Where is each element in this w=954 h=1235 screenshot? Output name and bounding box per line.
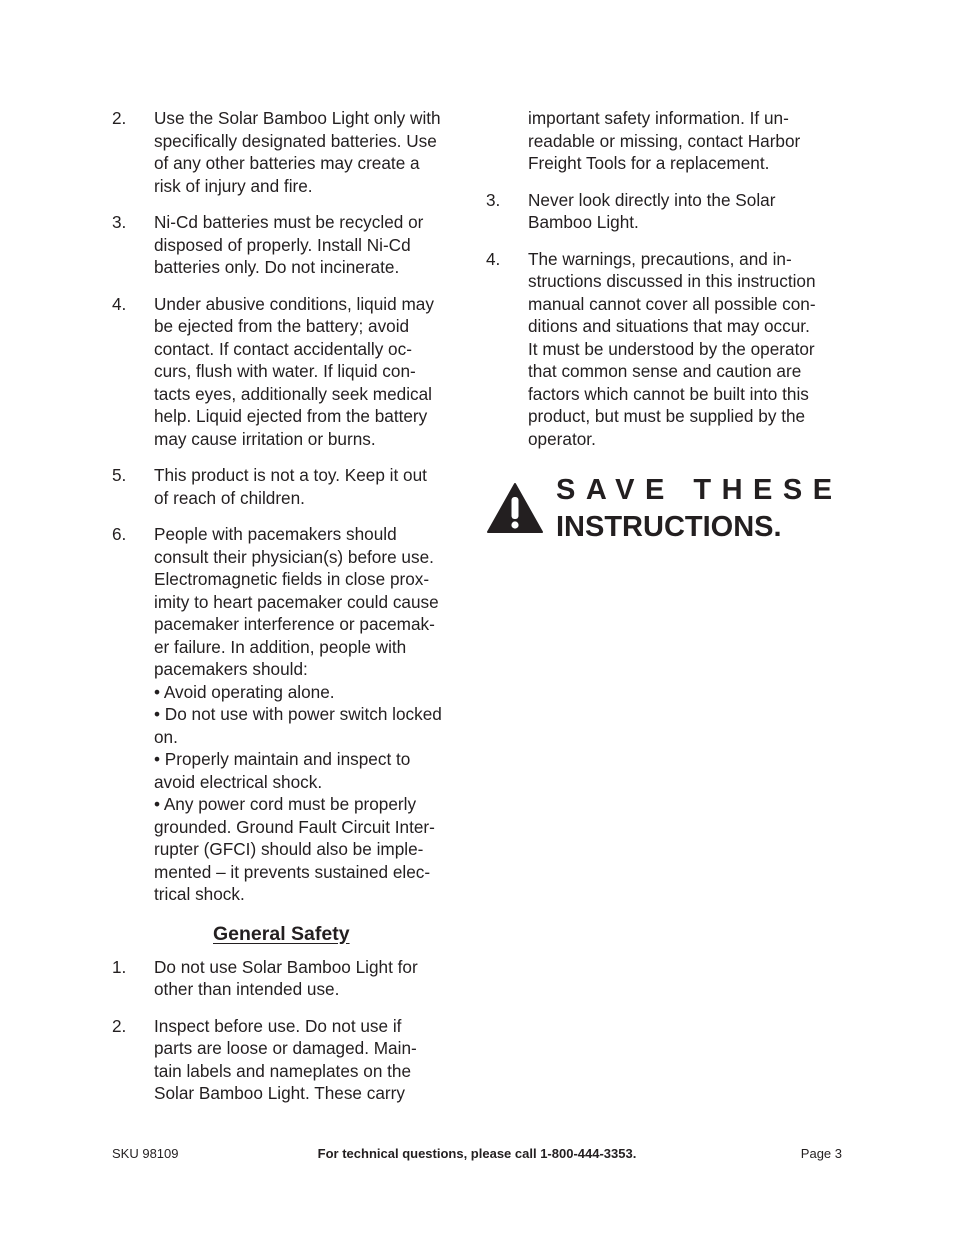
item-number: 2. bbox=[112, 1015, 127, 1036]
save-heading-line2: INSTRUCTIONS. bbox=[556, 511, 782, 543]
footer-page-number: Page 3 bbox=[800, 1146, 842, 1161]
left-column bbox=[112, 107, 472, 1119]
list-item bbox=[112, 107, 472, 197]
list-item bbox=[112, 293, 472, 451]
item-number: 3. bbox=[112, 212, 127, 232]
footer-support-note: For technical questions, please call 1-800-444-3353. bbox=[317, 1146, 637, 1161]
item-text: Under abusive conditions, liquid may be ejected from the battery; avoid contact. If contact accidentally oc- curs, flush with water. If liquid con- tacts eyes, additionally seek medical help. Liquid ejected from the battery may cause irritation or burns. bbox=[154, 293, 434, 449]
warning-triangle-icon bbox=[486, 482, 544, 534]
list-item bbox=[486, 189, 848, 234]
item-text: Ni-Cd batteries must be recycled or disposed of properly. Install Ni-Cd batteries only. Do not incinerate. bbox=[154, 212, 424, 277]
item-number: 4. bbox=[486, 248, 501, 269]
item-number: 1. bbox=[112, 956, 127, 977]
item-text: Never look directly into the Solar Bamboo Light. bbox=[528, 189, 776, 232]
save-instructions-heading bbox=[556, 472, 843, 546]
save-heading-line1: SAVE THESE bbox=[556, 474, 843, 506]
list-item bbox=[112, 464, 472, 509]
item-number: 6. bbox=[112, 524, 127, 544]
save-instructions-block bbox=[486, 472, 848, 552]
item-number: 5. bbox=[112, 465, 127, 485]
item-text: Inspect before use. Do not use if parts are loose or damaged. Main- tain labels and nameplates on the Solar Bamboo Light. These carry bbox=[154, 1015, 417, 1103]
list-item bbox=[112, 956, 472, 1001]
list-item bbox=[486, 248, 848, 451]
item-text: People with pacemakers should consult their physician(s) before use. Electromagnetic fields in close prox- imity to heart pacemaker could cause pacemaker interference or pacemak- er failure. In addition, people with pacemakers should: • Avoid operating alone. • Do not use with power switch locked on. • Properly maintain and inspect to avoid electrical shock. • Any power cord must be properly grounded. Ground Fault Circuit Inter- rupter (GFCI) should also be imple- mented – it prevents sustained elec- trical shock. bbox=[154, 524, 442, 904]
item-number: 3. bbox=[486, 189, 501, 210]
page-footer bbox=[112, 1145, 842, 1165]
right-column bbox=[486, 107, 848, 552]
item-text: Do not use Solar Bamboo Light for other than intended use. bbox=[154, 956, 418, 999]
item-number: 2. bbox=[112, 108, 127, 128]
item-text: The warnings, precautions, and in- structions discussed in this instruction manual cannot cover all possible con- ditions and situations that may occur. It must be understood by the operator that common sense and caution are factors which cannot be built into this product, but must be supplied by the operator. bbox=[528, 248, 816, 449]
item-number: 4. bbox=[112, 293, 127, 314]
list-item bbox=[112, 1015, 472, 1105]
list-item bbox=[112, 211, 472, 279]
item-text: Use the Solar Bamboo Light only with specifically designated batteries. Use of any other batteries may create a risk of injury and fire. bbox=[154, 108, 441, 196]
item-text: This product is not a toy. Keep it out of reach of children. bbox=[154, 465, 427, 508]
continuation-text: important safety information. If un- readable or missing, contact Harbor Freight Tools for a replacement. bbox=[528, 108, 801, 173]
footer-sku: SKU 98109 bbox=[112, 1146, 179, 1161]
section-heading-general-safety: General Safety bbox=[213, 922, 350, 945]
list-item bbox=[112, 523, 472, 906]
